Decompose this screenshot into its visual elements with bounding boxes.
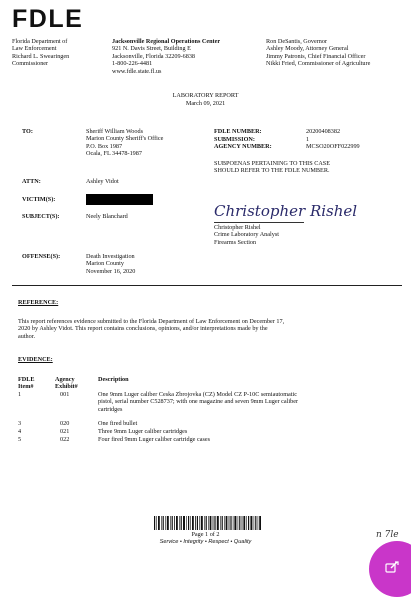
to-line: Marion County Sheriff's Office (86, 135, 164, 143)
signature-line (214, 222, 304, 223)
offense-block (86, 253, 135, 275)
subject-value: Neely Blanchard (86, 213, 128, 220)
col-description: Description (98, 376, 129, 383)
margin-handwriting: n 7le (376, 530, 399, 540)
col-header-line: Item# (18, 383, 34, 391)
col-header-line: Agency (55, 376, 75, 383)
dept-line: Florida Department of (12, 38, 68, 45)
attn-label: ATTN: (22, 178, 41, 185)
subpoena-line: SUBPOENAS PERTAINING TO THIS CASE (214, 160, 331, 167)
evidence-description: Four fired 9mm Luger caliber cartridge cases (98, 436, 211, 443)
evidence-description: One fired bullet (98, 420, 138, 427)
official-line: Jimmy Patronis, Chief Financial Officer (266, 52, 366, 60)
fdle-logo: FDLE (12, 5, 84, 33)
agency-number-label: AGENCY NUMBER: (214, 143, 272, 150)
department-block (12, 38, 69, 68)
report-title: LABORATORY REPORT (172, 92, 239, 99)
fdle-number-label: FDLE NUMBER: (214, 128, 262, 135)
dept-line: Law Enforcement (12, 45, 57, 53)
fdle-number-value: 20200408382 (306, 128, 341, 135)
col-header-line: FDLE (18, 376, 35, 383)
official-line: Nikki Fried, Commissioner of Agriculture (266, 60, 371, 68)
evidence-item-number: 3 (18, 420, 22, 427)
dept-line: Commissioner (12, 60, 49, 68)
to-line: Ocala, FL 34478-1987 (86, 150, 142, 158)
evidence-item-number: 5 (18, 436, 22, 443)
analyst-signature: Christopher Rishel (214, 202, 358, 220)
page-number: Page 1 of 2 (191, 531, 220, 538)
offense-line: Marion County (86, 260, 124, 268)
office-phone: 1-800-226-4481 (112, 60, 153, 68)
section-divider (12, 285, 402, 286)
dept-line: Richard L. Swearingen (12, 52, 70, 60)
official-line: Ron DeSantis, Governor (266, 38, 328, 45)
evidence-desc-line: cartridges (98, 405, 123, 413)
evidence-description (98, 391, 298, 413)
victim-redaction (86, 194, 153, 205)
report-date: March 09, 2021 (185, 100, 226, 107)
agency-number-value: MCSO20OFF022999 (306, 143, 360, 150)
subject-label: SUBJECT(S): (22, 213, 60, 220)
officials-block (266, 38, 370, 68)
office-line: 921 N. Davis Street, Building E (112, 45, 191, 53)
evidence-item-number: 4 (18, 428, 22, 435)
reference-text (18, 318, 284, 340)
evidence-desc-line: One 9mm Luger caliber Ceska Zbrojovka (CZ) Model CZ P-10C semiautomatic (98, 391, 297, 398)
reference-line: 2020 by Ashley Vidot. This report contains conclusions, opinions, and/or interpretations made by the (18, 325, 268, 333)
to-label: TO: (22, 128, 33, 135)
office-name: Jacksonville Regional Operations Center (112, 38, 221, 45)
office-address-block (112, 38, 220, 75)
analyst-name: Christopher Rishel (214, 224, 261, 231)
evidence-heading: EVIDENCE: (18, 356, 53, 363)
attn-value: Ashley Vidot (86, 178, 119, 185)
evidence-exhibit-number: 022 (60, 436, 70, 443)
evidence-desc-line: pistol, serial number C528737; with one magazine and seven 9mm Luger caliber (98, 398, 299, 406)
to-line: P.O. Box 1987 (86, 142, 123, 150)
to-line: Sheriff William Woods (86, 128, 143, 135)
submission-value: 1 (306, 135, 310, 143)
offense-label: OFFENSE(S): (22, 253, 61, 260)
subpoena-note (214, 160, 330, 175)
footer-motto: Service • Integrity • Respect • Quality (159, 539, 252, 545)
official-line: Ashley Moody, Attorney General (266, 45, 349, 53)
edit-icon (385, 561, 399, 573)
analyst-title: Crime Laboratory Analyst (214, 231, 279, 239)
subpoena-line: SHOULD REFER TO THE FDLE NUMBER. (214, 167, 330, 175)
barcode (154, 516, 262, 530)
victim-label: VICTIM(S): (22, 196, 56, 203)
office-line: Jacksonville, Florida 32209-6838 (112, 52, 196, 60)
col-agency-exhibit (55, 376, 78, 391)
office-website: www.fdle.state.fl.us (112, 67, 162, 75)
submission-label: SUBMISSION: (214, 135, 255, 143)
evidence-exhibit-number: 001 (60, 391, 70, 398)
col-fdle-item (18, 376, 35, 391)
analyst-section: Firearms Section (214, 238, 257, 246)
reference-line: This report references evidence submitted to the Florida Department of Law Enforcement on December 17, (18, 318, 285, 325)
offense-line: November 16, 2020 (86, 267, 136, 275)
to-address (86, 128, 163, 158)
offense-line: Death Investigation (86, 253, 135, 260)
reference-heading: REFERENCE: (18, 299, 59, 306)
evidence-exhibit-number: 021 (60, 428, 70, 435)
evidence-exhibit-number: 020 (60, 420, 70, 427)
reference-line: author. (18, 332, 36, 340)
analyst-block (214, 224, 279, 246)
col-header-line: Exhibit# (55, 383, 78, 391)
evidence-description: Three 9mm Luger caliber cartridges (98, 428, 188, 435)
evidence-item-number: 1 (18, 391, 22, 398)
